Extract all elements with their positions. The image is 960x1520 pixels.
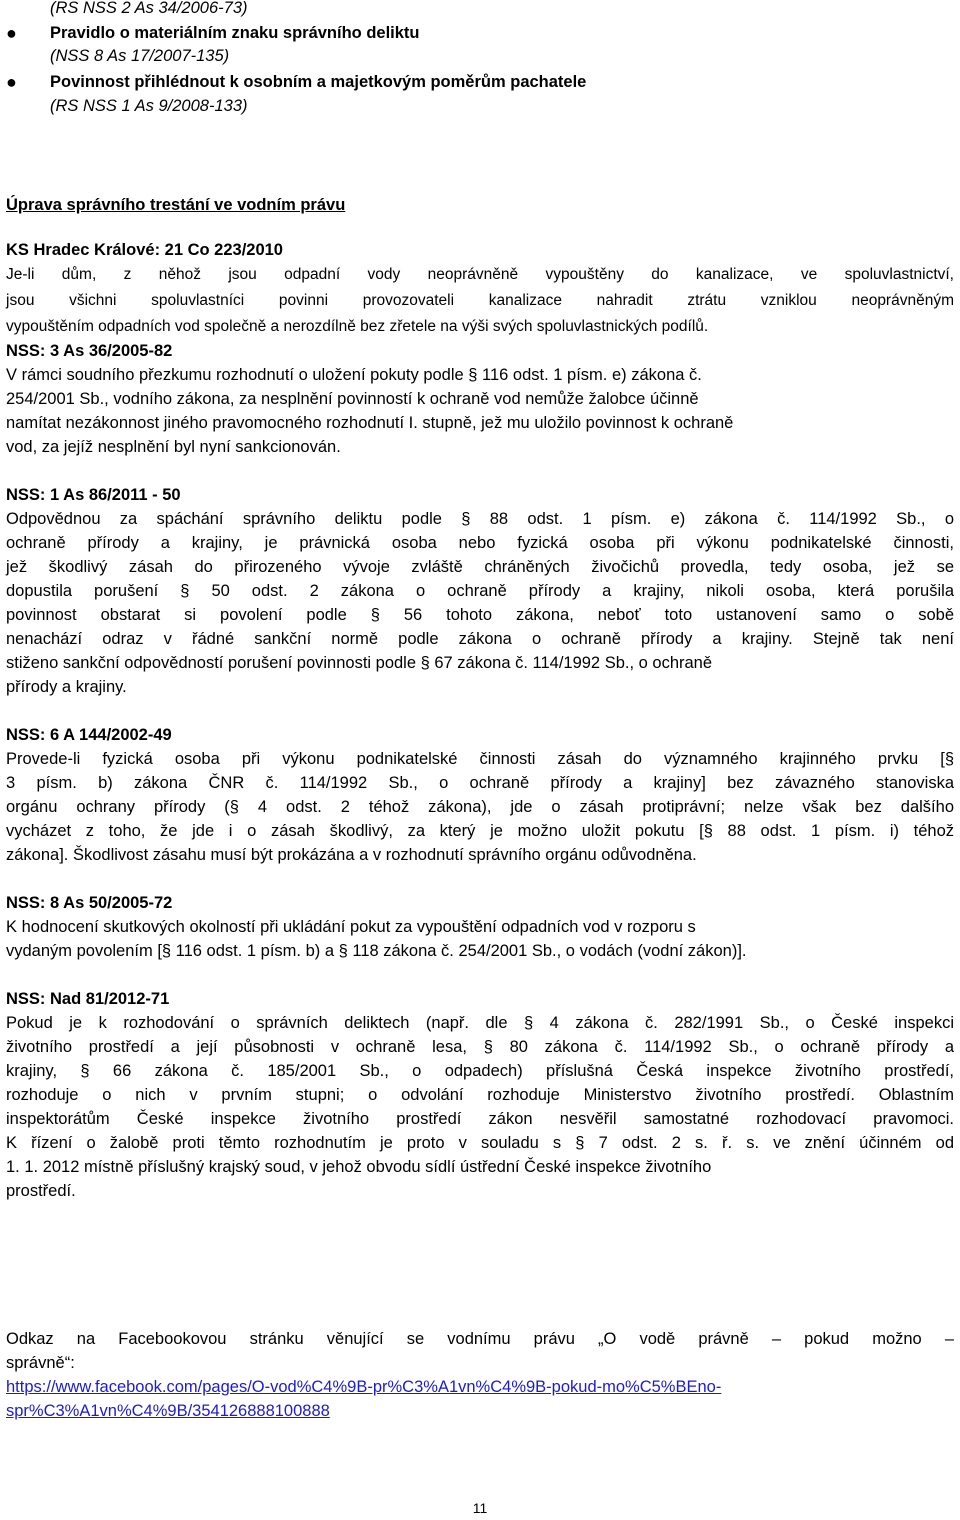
case-text-line: krajiny, § 66 zákona č. 185/2001 Sb., o odpadech) příslušná Česká inspekce životního prostředí,: [6, 1062, 954, 1080]
case-text-line: Provede-li fyzická osoba při výkonu podnikatelské činnosti zásah do významného krajinného prvku [§: [6, 750, 954, 768]
case-text-line: zákona]. Škodlivost zásahu musí být prokázána a v rozhodnutí správního orgánu odůvodněna.: [6, 846, 697, 864]
case-text-line: K hodnocení skutkových okolností při ukládání pokut za vypouštění odpadních vod v rozporu s: [6, 918, 696, 936]
case-text-line: jsou všichni spoluvlastníci povinni provozovateli kanalizace nahradit ztrátu vzniklou neoprávněným: [6, 292, 954, 309]
case-text-line: životního prostředí a její působnosti v ochraně lesa, § 80 zákona č. 114/1992 Sb., o ochraně přírody a: [6, 1038, 954, 1056]
footer-text: Odkaz na Facebookovou stránku věnující se vodnímu právu „O vodě právně – pokud možno –: [6, 1330, 954, 1348]
case-text-line: 254/2001 Sb., vodního zákona, za nesplnění povinností k ochraně vod nemůže žalobce účinně: [6, 390, 699, 408]
case-text-line: povinnost obstarat si povolení podle § 56 tohoto zákona, neboť toto ustanovení samo o sobě: [6, 606, 954, 624]
page-number: 11: [472, 1500, 488, 1516]
case-heading: NSS: 8 As 50/2005-72: [6, 894, 173, 912]
case-text-line: stiženo sankční odpovědností porušení povinnosti podle § 67 zákona č. 114/1992 Sb., o ochraně: [6, 654, 713, 672]
case-text-line: ochraně přírody a krajiny, je právnická osoba nebo fyzická osoba při výkonu podnikatelské činnosti,: [6, 534, 954, 552]
case-heading: KS Hradec Králové: 21 Co 223/2010: [6, 241, 283, 259]
bullet-icon: ●: [6, 72, 17, 92]
case-text-line: inspektorátům České inspekce životního prostředí zákon nesvěřil samostatné rozhodovací pravomoci.: [6, 1110, 954, 1128]
list-title-1: Pravidlo o materiálním znaku správního deliktu: [50, 24, 420, 42]
case-text-line: Odpovědnou za spáchání správního deliktu podle § 88 odst. 1 písm. e) zákona č. 114/1992 Sb., o: [6, 510, 954, 528]
case-text-line: Je-li dům, z něhož jsou odpadní vody neoprávněně vypouštěny do kanalizace, ve spoluvlastnictví,: [6, 266, 954, 283]
case-text-line: prostředí.: [6, 1182, 76, 1200]
list-ref-0: (RS NSS 2 As 34/2006-73): [50, 0, 248, 17]
case-heading: NSS: 3 As 36/2005-82: [6, 342, 173, 360]
case-heading: NSS: Nad 81/2012-71: [6, 990, 170, 1008]
case-text-line: přírody a krajiny.: [6, 678, 127, 696]
case-heading: NSS: 6 A 144/2002-49: [6, 726, 172, 744]
facebook-link-continued[interactable]: spr%C3%A1vn%C4%9B/354126888100888: [6, 1402, 330, 1420]
case-text-line: Pokud je k rozhodování o správních deliktech (např. dle § 4 zákona č. 282/1991 Sb., o České inspekci: [6, 1014, 954, 1032]
list-title-2: Povinnost přihlédnout k osobním a majetkovým poměrům pachatele: [50, 73, 587, 91]
case-text-line: vydaným povolením [§ 116 odst. 1 písm. b) a § 118 zákona č. 254/2001 Sb., o vodách (vodní zákon)].: [6, 942, 747, 960]
case-text-line: jež škodlivý zásah do přirozeného vývoje zvláště chráněných živočichů provedla, tedy osoba, jež se: [6, 558, 954, 576]
case-text-line: vod, za jejíž nesplnění byl nyní sankcionován.: [6, 438, 341, 456]
case-text-line: nenachází odraz v řádné sankční normě podle zákona o ochraně přírody a krajiny. Stejně tak není: [6, 630, 954, 648]
case-text-line: dopustila porušení § 50 odst. 2 zákona o ochraně přírody a krajiny, nikoli osoba, která porušila: [6, 582, 954, 600]
section-title: Úprava správního trestání ve vodním právu: [6, 196, 346, 214]
case-text-line: V rámci soudního přezkumu rozhodnutí o uložení pokuty podle § 116 odst. 1 písm. e) zákona č.: [6, 366, 702, 384]
case-text-line: namítat nezákonnost jiného pravomocného rozhodnutí I. stupně, jež mu uložilo povinnost k ochraně: [6, 414, 734, 432]
case-text-line: vypouštěním odpadních vod společně a nerozdílně bez zřetele na výši svých spoluvlastnických podílů.: [6, 318, 709, 335]
case-text-line: vycházet z toho, že jde i o zásah škodlivý, za který je možno uložit pokutu [§ 88 odst. 1 písm. i) téhož: [6, 822, 954, 840]
list-ref-2: (RS NSS 1 As 9/2008-133): [50, 97, 248, 115]
list-ref-1: (NSS 8 As 17/2007-135): [50, 47, 230, 65]
case-text-line: 3 písm. b) zákona ČNR č. 114/1992 Sb., o ochraně přírody a krajiny] bez závazného stanoviska: [6, 774, 954, 792]
case-text-line: 1. 1. 2012 místně příslušný krajský soud, v jehož obvodu sídlí ústřední České inspekce životního: [6, 1158, 712, 1176]
footer-text: správně“:: [6, 1354, 75, 1372]
case-text-line: K řízení o žalobě proti těmto rozhodnutím je proto v souladu s § 7 odst. 2 s. ř. s. ve znění účinném od: [6, 1134, 954, 1152]
case-text-line: rozhoduje o nich v prvním stupni; o odvolání rozhoduje Ministerstvo životního prostředí. Oblastním: [6, 1086, 954, 1104]
bullet-icon: ●: [6, 23, 17, 43]
facebook-link[interactable]: https://www.facebook.com/pages/O-vod%C4%9B-pr%C3%A1vn%C4%9B-pokud-mo%C5%BEno-: [6, 1378, 722, 1396]
case-text-line: orgánu ochrany přírody (§ 4 odst. 2 téhož zákona), jde o zásah protiprávní; nelze však bez dalšího: [6, 798, 954, 816]
case-heading: NSS: 1 As 86/2011 - 50: [6, 486, 181, 504]
